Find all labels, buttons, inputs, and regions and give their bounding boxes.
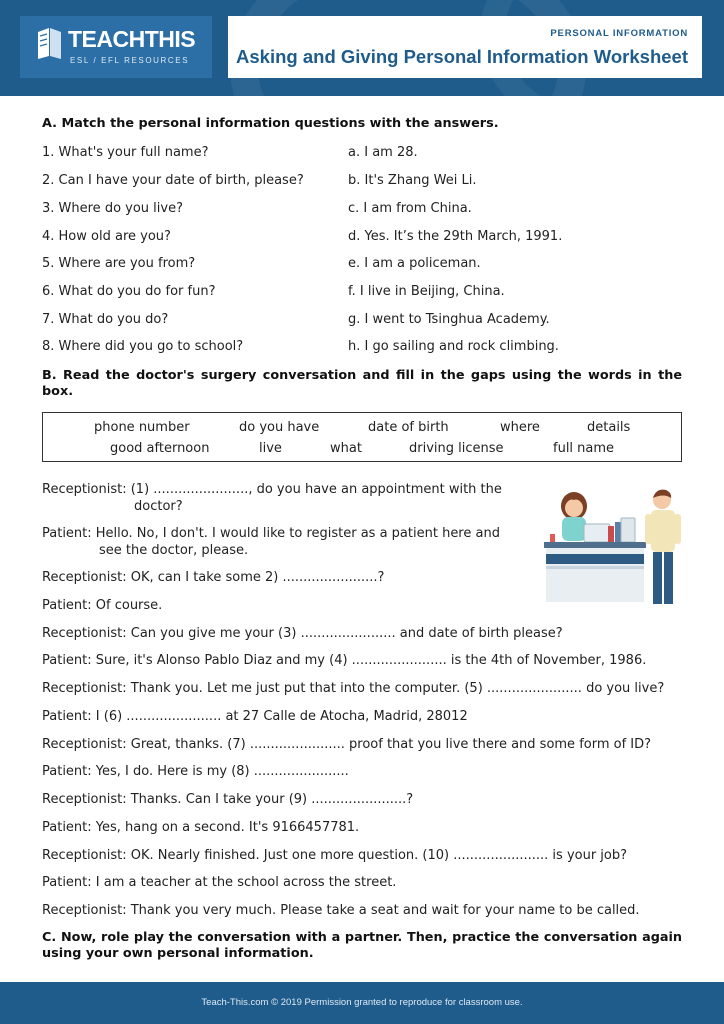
reception-illustration	[542, 484, 684, 608]
page-footer	[0, 982, 724, 1024]
question-item: 6. What do you do for fun?	[42, 284, 216, 299]
dialogue-line	[42, 481, 502, 515]
answer-item: f. I live in Beijing, China.	[348, 284, 505, 299]
question-item: 2. Can I have your date of birth, please?	[42, 173, 304, 188]
question-item: 5. Where are you from?	[42, 256, 196, 271]
dialogue-line: Patient: Sure, it's Alonso Pablo Diaz and my (4) ....................... is the 4th of November, 1986.	[42, 653, 647, 668]
worksheet-title: Asking and Giving Personal Information Worksheet	[236, 46, 688, 67]
answer-item: b. It's Zhang Wei Li.	[348, 173, 477, 188]
word-option: phone number	[94, 420, 190, 435]
question-item: 8. Where did you go to school?	[42, 339, 244, 354]
title-box	[228, 16, 702, 78]
worksheet-category: PERSONAL INFORMATION	[550, 28, 688, 39]
dialogue-line: Receptionist: Great, thanks. (7) ....................... proof that you live there and some form of ID?	[42, 737, 652, 752]
word-option: full name	[553, 441, 615, 456]
word-option: good afternoon	[110, 441, 210, 456]
word-option: details	[587, 420, 631, 435]
dialogue-line: Receptionist: OK. Nearly finished. Just one more question. (10) ....................... is your job?	[42, 848, 628, 863]
answer-item: e. I am a policeman.	[348, 256, 481, 271]
section-c-heading: C. Now, role play the conversation with a partner. Then, practice the conversation again using your own personal information.	[42, 930, 682, 961]
dialogue-line: Patient: I (6) ....................... at 27 Calle de Atocha, Madrid, 28012	[42, 709, 468, 724]
copyright-text: Teach-This.com © 2019 Permission granted to reproduce for classroom use.	[201, 997, 523, 1008]
answer-item: c. I am from China.	[348, 201, 472, 216]
dialogue-line: Patient: I am a teacher at the school across the street.	[42, 875, 397, 890]
dialogue-line	[42, 525, 500, 559]
logo-text: TEACHTHIS	[68, 26, 196, 52]
dialogue-line: Patient: Yes, hang on a second. It's 9166457781.	[42, 820, 360, 835]
dialogue-line: Receptionist: Thank you. Let me just put that into the computer. (5) ....................... do you live?	[42, 681, 665, 696]
dialogue-text: Receptionist: (1) ......................., do you have an appointment with the	[42, 482, 502, 497]
question-item: 3. Where do you live?	[42, 201, 183, 216]
dialogue-continuation: doctor?	[134, 499, 183, 514]
dialogue-line: Receptionist: Thanks. Can I take your (9) .......................?	[42, 792, 414, 807]
word-box	[42, 412, 682, 462]
dialogue-line: Patient: Yes, I do. Here is my (8) .......................	[42, 764, 349, 779]
dialogue-line: Receptionist: Can you give me your (3) ....................... and date of birth please?	[42, 626, 563, 641]
dialogue-text: Patient: Hello. No, I don't. I would like to register as a patient here and	[42, 526, 500, 541]
question-item: 7. What do you do?	[42, 312, 169, 327]
dialogue-continuation: see the doctor, please.	[99, 543, 249, 558]
logo-subtitle: ESL / EFL RESOURCES	[70, 56, 190, 65]
answer-item: d. Yes. It’s the 29th March, 1991.	[348, 229, 563, 244]
question-item: 1. What's your full name?	[42, 145, 209, 160]
patient-figure	[645, 490, 681, 604]
book-logo-icon	[34, 26, 64, 60]
logo	[20, 16, 212, 78]
receptionist-figure	[561, 492, 587, 541]
answer-item: h. I go sailing and rock climbing.	[348, 339, 559, 354]
word-option: where	[500, 420, 540, 435]
answer-item: a. I am 28.	[348, 145, 418, 160]
section-b-heading: B. Read the doctor's surgery conversation and fill in the gaps using the words in the box.	[42, 368, 682, 399]
word-option: live	[259, 441, 282, 456]
dialogue-line: Receptionist: Thank you very much. Please take a seat and wait for your name to be called.	[42, 903, 640, 918]
dialogue-line: Patient: Of course.	[42, 598, 163, 613]
word-option: do you have	[239, 420, 320, 435]
answer-item: g. I went to Tsinghua Academy.	[348, 312, 550, 327]
dialogue-line: Receptionist: OK, can I take some 2) .......................?	[42, 570, 385, 585]
word-option: driving license	[409, 441, 504, 456]
page-header	[0, 0, 724, 96]
section-a-heading: A. Match the personal information questions with the answers.	[42, 116, 499, 131]
word-option: date of birth	[368, 420, 449, 435]
word-option: what	[330, 441, 362, 456]
question-item: 4. How old are you?	[42, 229, 171, 244]
